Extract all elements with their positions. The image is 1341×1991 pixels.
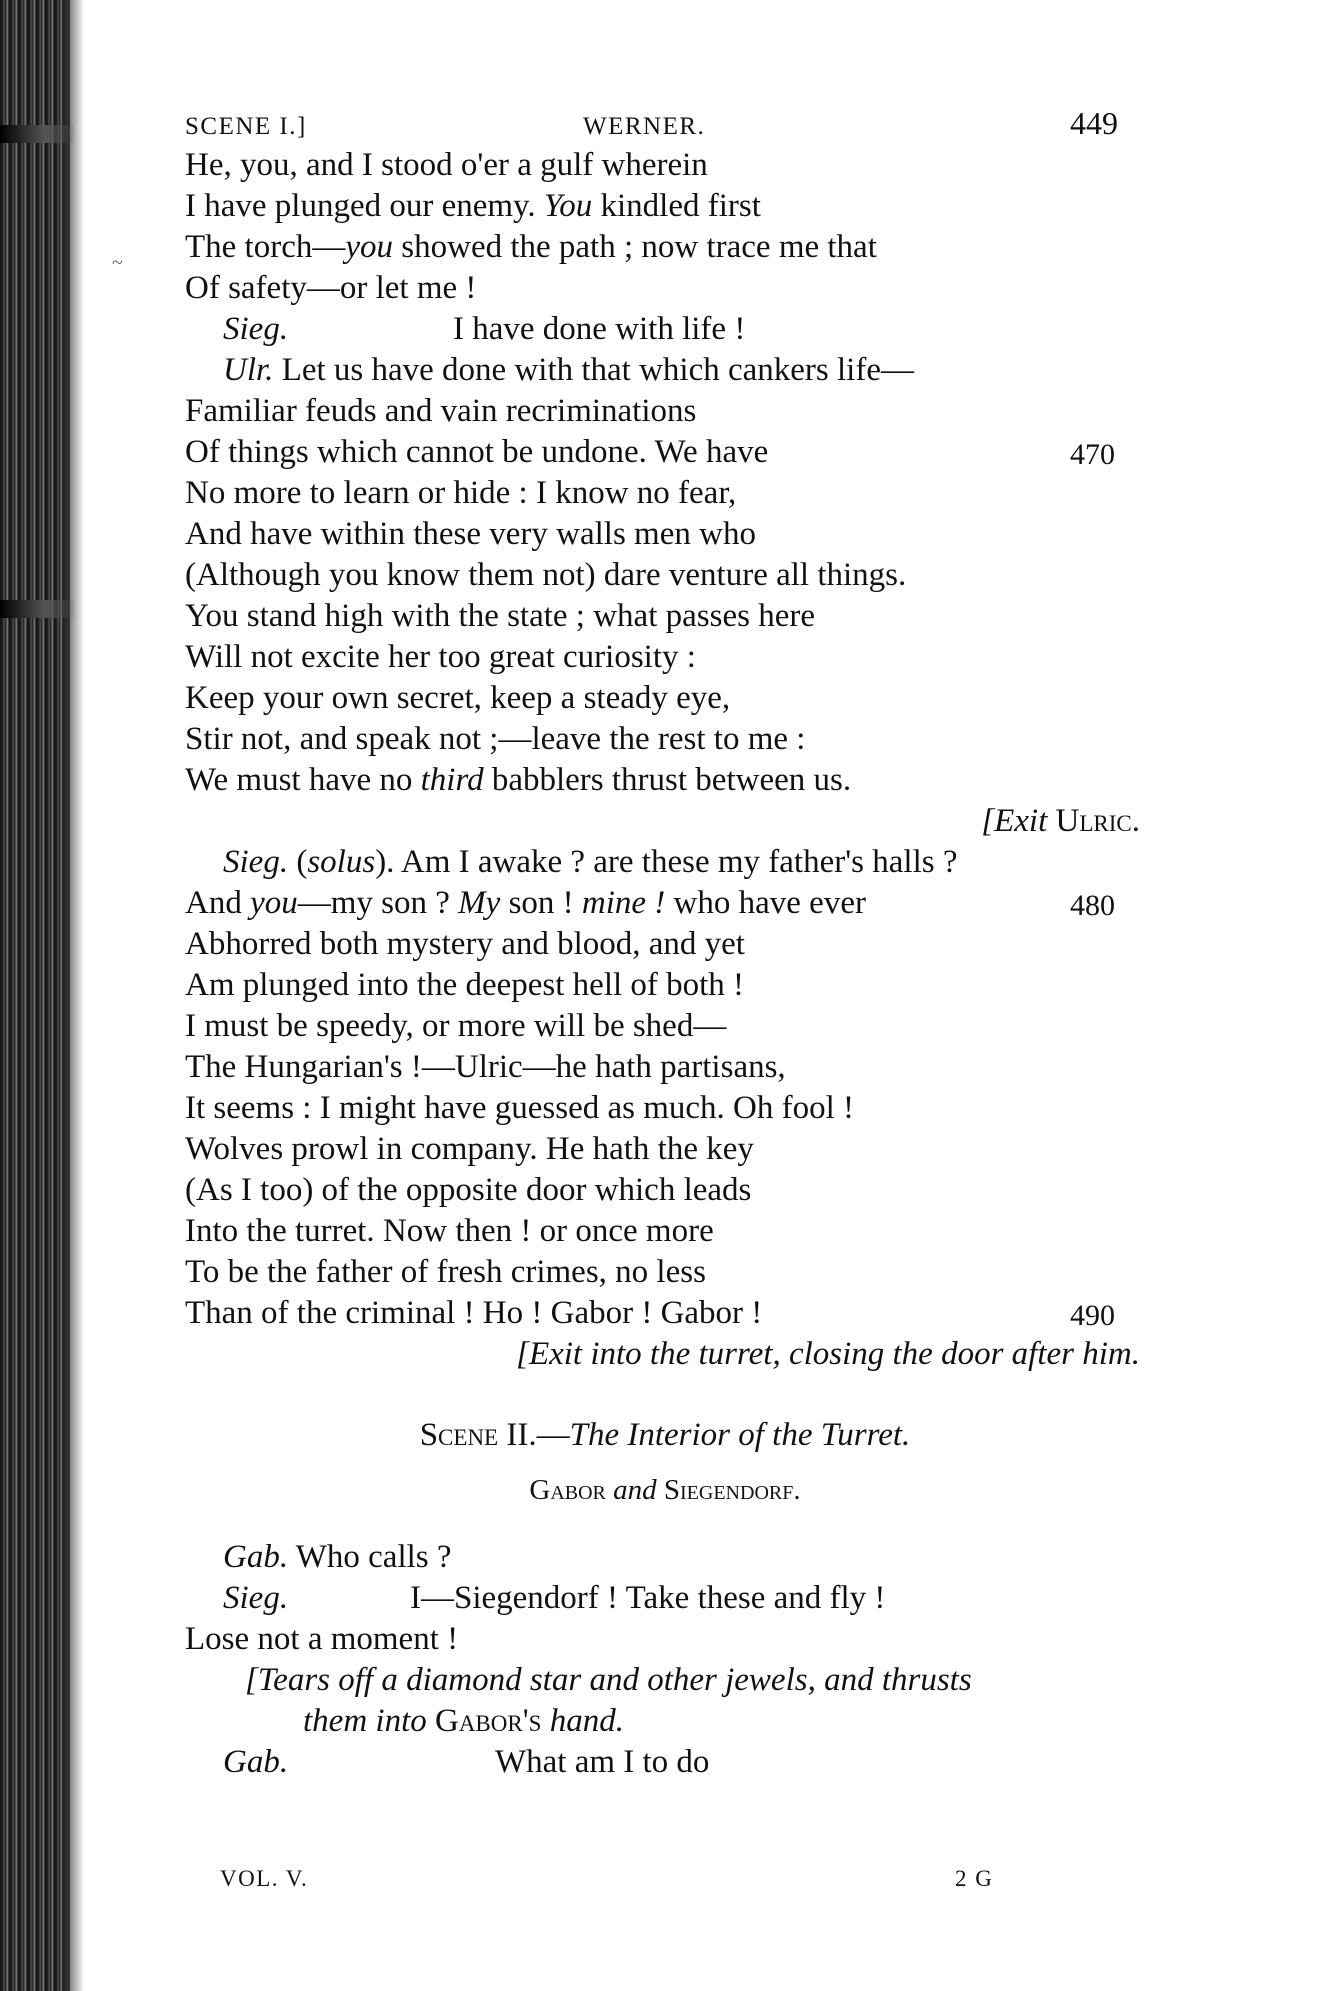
book-spine-shadow [0,0,70,1991]
conjunction: and [605,1474,664,1506]
line-text: Will not excite her too great curiosity : [185,639,696,675]
header-title: WERNER. [583,113,706,140]
line-text: Lose not a moment ! [185,1621,459,1657]
spine-notch [0,600,75,618]
stage-direction-text: [Exit into the turret, closing the door after him. [516,1336,1140,1372]
line-text: It seems : I might have guessed as much. Oh fool ! [185,1090,855,1126]
line-text: Wolves prowl in company. He hath the key [185,1131,754,1167]
line-emphasis: mine ! [581,885,666,921]
speaker-name: Gab. [223,1744,289,1780]
line-text: I must be speedy, or more will be shed— [185,1008,727,1044]
book-page [185,105,1145,1783]
character-name: Siegendorf. [663,1474,801,1506]
section-gap [185,1511,1145,1537]
verse-line [185,760,1145,801]
signature-mark: 2 G [955,1866,994,1891]
character-name: Gabor [529,1474,606,1506]
verse-text [185,145,1145,1783]
speaker-name: Gab. [223,1539,289,1575]
stage-direction-text: [Tears off a diamond star and other jewels, and thrusts [245,1662,972,1698]
verse-line [185,637,1145,678]
scene-label: Scene [419,1417,499,1453]
line-text: To be the father of fresh crimes, no less [185,1254,706,1290]
line-text: You stand high with the state ; what passes here [185,598,815,634]
line-number: 480 [1070,889,1115,922]
line-text: And have within these very walls men who [185,516,756,552]
line-text: kindled first [592,188,761,224]
verse-line [185,719,1145,760]
header-section: SCENE I.] [185,113,307,140]
dialogue-line [185,1742,1145,1783]
character-name: Gabor's [434,1703,542,1739]
running-header [185,105,1145,145]
verse-line [185,596,1145,637]
line-text: ( [288,844,308,880]
line-number: 490 [1070,1299,1115,1332]
page-footer [220,1866,1080,1892]
line-text: who have ever [665,885,866,921]
line-text: Familiar feuds and vain recriminations [185,393,697,429]
verse-line [185,678,1145,719]
line-text: And [185,885,251,921]
verse-line [185,924,1145,965]
verse-line [185,391,1145,432]
stage-direction [185,1701,1145,1742]
line-text: I have plunged our enemy. [185,188,544,224]
line-text: showed the path ; now trace me that [393,229,877,265]
line-emphasis: you [250,885,298,921]
verse-line [185,1006,1145,1047]
line-text: The Hungarian's !—Ulric—he hath partisans, [185,1049,786,1085]
line-text: (As I too) of the opposite door which leads [185,1172,752,1208]
line-text: babblers thrust between us. [483,762,852,798]
verse-line [185,883,1145,924]
line-text: Let us have done with that which cankers life— [273,352,914,388]
dialogue-line [185,1619,1145,1660]
line-emphasis: solus [307,844,376,880]
line-text: (Although you know them not) dare venture all things. [185,557,907,593]
margin-mark: ~ [112,252,123,274]
line-text: Keep your own secret, keep a steady eye, [185,680,731,716]
stage-direction-text: them into [303,1703,435,1739]
verse-line [185,1211,1145,1252]
line-text: ). Am I awake ? are these my father's halls ? [375,844,958,880]
verse-line [185,1088,1145,1129]
section-gap [185,1456,1145,1470]
speaker-name: Sieg. [223,311,289,347]
line-text: We must have no [185,762,421,798]
verse-line [185,965,1145,1006]
verse-line [185,1252,1145,1293]
character-name: Ulric. [1047,803,1140,839]
line-text: Abhorred both mystery and blood, and yet [185,926,745,962]
stage-direction [185,1334,1145,1375]
verse-line [185,514,1145,555]
line-text: —my son ? [297,885,459,921]
scene-heading [185,1415,1145,1456]
line-emphasis: you [345,229,394,265]
line-number: 470 [1070,438,1115,471]
line-text: He, you, and I stood o'er a gulf wherein [185,147,708,183]
line-emphasis: third [420,762,484,798]
verse-line [185,473,1145,514]
dialogue-line [185,1578,1145,1619]
volume-label: VOL. V. [220,1866,309,1891]
verse-line [185,268,1145,309]
line-text: Of safety—or let me ! [185,270,477,306]
verse-line [185,186,1145,227]
line-text: The torch— [185,229,346,265]
line-text: Stir not, and speak not ;—leave the rest to me : [185,721,806,757]
verse-line [185,145,1145,186]
stage-direction [185,1660,1145,1701]
verse-line [185,350,1145,391]
line-text: Than of the criminal ! Ho ! Gabor ! Gabor ! [185,1295,763,1331]
line-text: son ! [500,885,582,921]
speaker-name: Ulr. [223,352,274,388]
verse-line [185,432,1145,473]
stage-direction-text: [Exit [981,803,1048,839]
scene-number: II.— [498,1417,570,1453]
line-text: Into the turret. Now then ! or once more [185,1213,714,1249]
verse-line [185,1047,1145,1088]
stage-direction-text: hand. [541,1703,624,1739]
speaker-name: Sieg. [223,1580,289,1616]
line-emphasis: You [543,188,593,224]
line-text: No more to learn or hide : I know no fear, [185,475,737,511]
scene-title: The Interior of the Turret. [569,1417,911,1453]
verse-line [185,555,1145,596]
line-emphasis: My [458,885,501,921]
speaker-name: Sieg. [223,844,289,880]
verse-line [185,1293,1145,1334]
spine-edge-shadow [62,0,84,1991]
section-gap [185,1375,1145,1415]
stage-direction [185,801,1145,842]
line-text: I—Siegendorf ! Take these and fly ! [410,1580,886,1616]
line-text: Of things which cannot be undone. We have [185,434,769,470]
verse-line [185,227,1145,268]
line-text: What am I to do [495,1744,710,1780]
verse-line [185,1129,1145,1170]
dramatis-personae [185,1470,1145,1511]
verse-line [185,309,1145,350]
spine-notch [0,125,75,143]
dialogue-line [185,1537,1145,1578]
verse-line [185,842,1145,883]
verse-line [185,1170,1145,1211]
line-text: I have done with life ! [453,311,746,347]
line-text: Who calls ? [288,1539,452,1575]
line-text: Am plunged into the deepest hell of both ! [185,967,745,1003]
page-number: 449 [1070,105,1118,141]
